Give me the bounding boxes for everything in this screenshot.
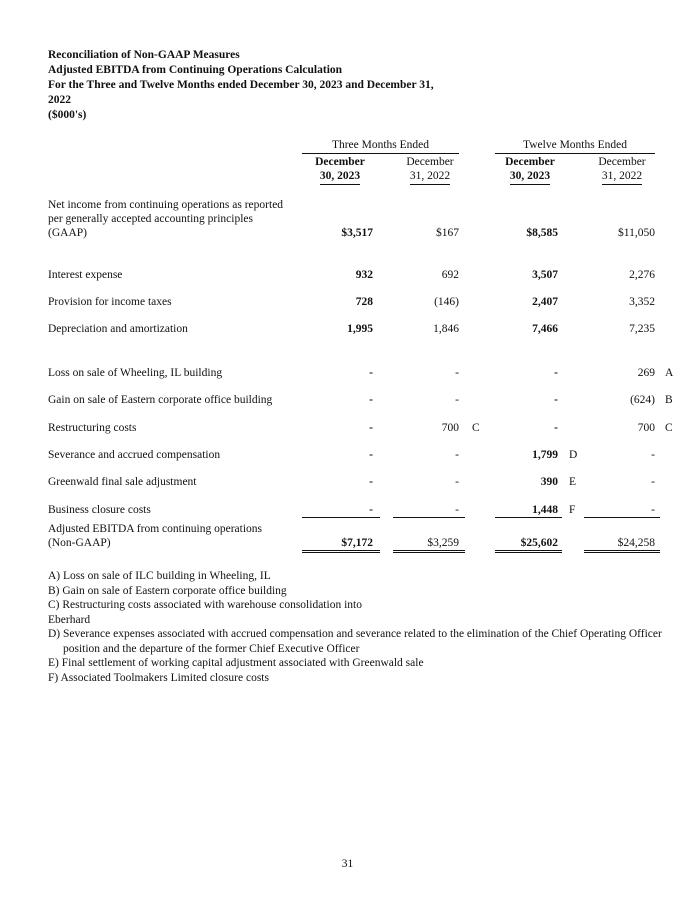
footnote-ref: B bbox=[665, 394, 673, 406]
row-label: Restructuring costs bbox=[48, 422, 137, 434]
footnote-ref: C bbox=[472, 422, 480, 434]
value-q-2022: $167 bbox=[436, 227, 459, 239]
value-y-2023: 7,466 bbox=[532, 323, 558, 335]
report-title: Reconciliation of Non-GAAP Measures bbox=[48, 49, 240, 61]
total-rule bbox=[302, 550, 380, 551]
footnote-ref: C bbox=[665, 422, 673, 434]
footnote-ref: D bbox=[569, 449, 578, 461]
row-label: Severance and accrued compensation bbox=[48, 449, 221, 461]
footnote-c-cont: Eberhard bbox=[48, 613, 91, 626]
value-y-2023: 1,448 bbox=[532, 504, 558, 516]
footnote-ref: E bbox=[569, 476, 577, 488]
value-q-2022: - bbox=[455, 394, 459, 406]
subtotal-rule bbox=[393, 517, 465, 518]
value-q-2023: 1,995 bbox=[347, 323, 373, 335]
total-rule bbox=[584, 550, 660, 551]
report-period-year: 2022 bbox=[48, 94, 71, 106]
value-q-2022: - bbox=[455, 367, 459, 379]
report-header bbox=[48, 48, 468, 123]
footnote-b: B) Gain on sale of Eastern corporate office building bbox=[48, 584, 287, 597]
value-q-2023: - bbox=[369, 394, 373, 406]
col-header-q-2023: December 30, 2023 bbox=[300, 155, 380, 185]
value-q-2023: $3,517 bbox=[341, 227, 373, 239]
value-y-2022: 700 bbox=[637, 422, 655, 434]
row-label: Business closure costs bbox=[48, 504, 151, 516]
report-subtitle: Adjusted EBITDA from Continuing Operations Calculation bbox=[48, 64, 343, 76]
value-y-2023: - bbox=[554, 422, 558, 434]
group-three-months: Three Months Ended bbox=[302, 138, 459, 154]
value-y-2022: - bbox=[651, 476, 655, 488]
value-q-2022: (146) bbox=[434, 296, 459, 308]
row-label: Adjusted EBITDA from continuing operations (Non-GAAP) bbox=[48, 523, 262, 549]
value-q-2022: 692 bbox=[441, 269, 459, 281]
value-q-2023: 728 bbox=[355, 296, 373, 308]
value-q-2022: - bbox=[455, 476, 459, 488]
value-y-2022: - bbox=[651, 449, 655, 461]
footnotes bbox=[48, 569, 688, 685]
value-q-2023: - bbox=[369, 449, 373, 461]
value-y-2023: 2,407 bbox=[532, 296, 558, 308]
value-q-2023: - bbox=[369, 504, 373, 516]
value-q-2023: - bbox=[369, 367, 373, 379]
footnote-f: F) Associated Toolmakers Limited closure costs bbox=[48, 671, 269, 684]
value-q-2022: - bbox=[455, 449, 459, 461]
row-label: Greenwald final sale adjustment bbox=[48, 476, 197, 488]
value-q-2023: $7,172 bbox=[341, 537, 373, 549]
footnote-d: D) Severance expenses associated with accrued compensation and severance related to the elimination of the Chief Operating Officer bbox=[48, 628, 662, 640]
total-rule bbox=[302, 552, 380, 553]
col-header-y-2022: December 31, 2022 bbox=[582, 155, 662, 185]
value-y-2022: (624) bbox=[630, 394, 655, 406]
total-rule bbox=[393, 550, 465, 551]
row-label: Loss on sale of Wheeling, IL building bbox=[48, 367, 223, 379]
footnote-d-cont: position and the departure of the former Chief Executive Officer bbox=[63, 642, 360, 655]
row-label: Gain on sale of Eastern corporate office building bbox=[48, 394, 273, 406]
report-period: For the Three and Twelve Months ended December 30, 2023 and December 31, bbox=[48, 79, 434, 91]
value-q-2022: 1,846 bbox=[433, 323, 459, 335]
value-y-2023: 3,507 bbox=[532, 269, 558, 281]
value-q-2022: - bbox=[455, 504, 459, 516]
footnote-ref: F bbox=[569, 504, 576, 516]
row-label: Interest expense bbox=[48, 269, 123, 281]
subtotal-rule bbox=[495, 517, 562, 518]
value-y-2022: $24,258 bbox=[617, 537, 655, 549]
value-q-2023: 932 bbox=[355, 269, 373, 281]
footnote-a: A) Loss on sale of ILC building in Wheeling, IL bbox=[48, 570, 271, 582]
value-y-2023: $8,585 bbox=[526, 227, 558, 239]
value-y-2022: 269 bbox=[637, 367, 655, 379]
value-q-2023: - bbox=[369, 476, 373, 488]
value-y-2023: 1,799 bbox=[532, 449, 558, 461]
value-y-2023: - bbox=[554, 367, 558, 379]
total-rule bbox=[495, 552, 562, 553]
total-rule bbox=[584, 552, 660, 553]
value-y-2023: $25,602 bbox=[520, 537, 558, 549]
total-rule bbox=[393, 552, 465, 553]
row-label: Depreciation and amortization bbox=[48, 323, 188, 335]
value-y-2022: 3,352 bbox=[629, 296, 655, 308]
page-number: 31 bbox=[341, 858, 354, 870]
value-q-2022: $3,259 bbox=[427, 537, 459, 549]
value-y-2022: 7,235 bbox=[629, 323, 655, 335]
footnote-ref: A bbox=[665, 367, 674, 379]
value-y-2022: - bbox=[651, 504, 655, 516]
value-y-2023: 390 bbox=[540, 476, 558, 488]
footnote-e: E) Final settlement of working capital adjustment associated with Greenwald sale bbox=[48, 657, 424, 669]
value-q-2022: 700 bbox=[441, 422, 459, 434]
value-y-2022: 2,276 bbox=[629, 269, 655, 281]
report-units: ($000's) bbox=[48, 109, 87, 121]
row-label: Provision for income taxes bbox=[48, 296, 172, 308]
col-header-q-2022: December 31, 2022 bbox=[390, 155, 470, 185]
footnote-c: C) Restructuring costs associated with warehouse consolidation into bbox=[48, 599, 362, 611]
value-y-2022: $11,050 bbox=[618, 227, 655, 239]
subtotal-rule bbox=[584, 517, 660, 518]
subtotal-rule bbox=[302, 517, 380, 518]
row-label: Net income from continuing operations as reported per generally accepted accounting principles (GAAP) bbox=[48, 199, 284, 239]
value-q-2023: - bbox=[369, 422, 373, 434]
group-twelve-months: Twelve Months Ended bbox=[495, 138, 655, 154]
value-y-2023: - bbox=[554, 394, 558, 406]
total-rule bbox=[495, 550, 562, 551]
col-header-y-2023: December 30, 2023 bbox=[490, 155, 570, 185]
